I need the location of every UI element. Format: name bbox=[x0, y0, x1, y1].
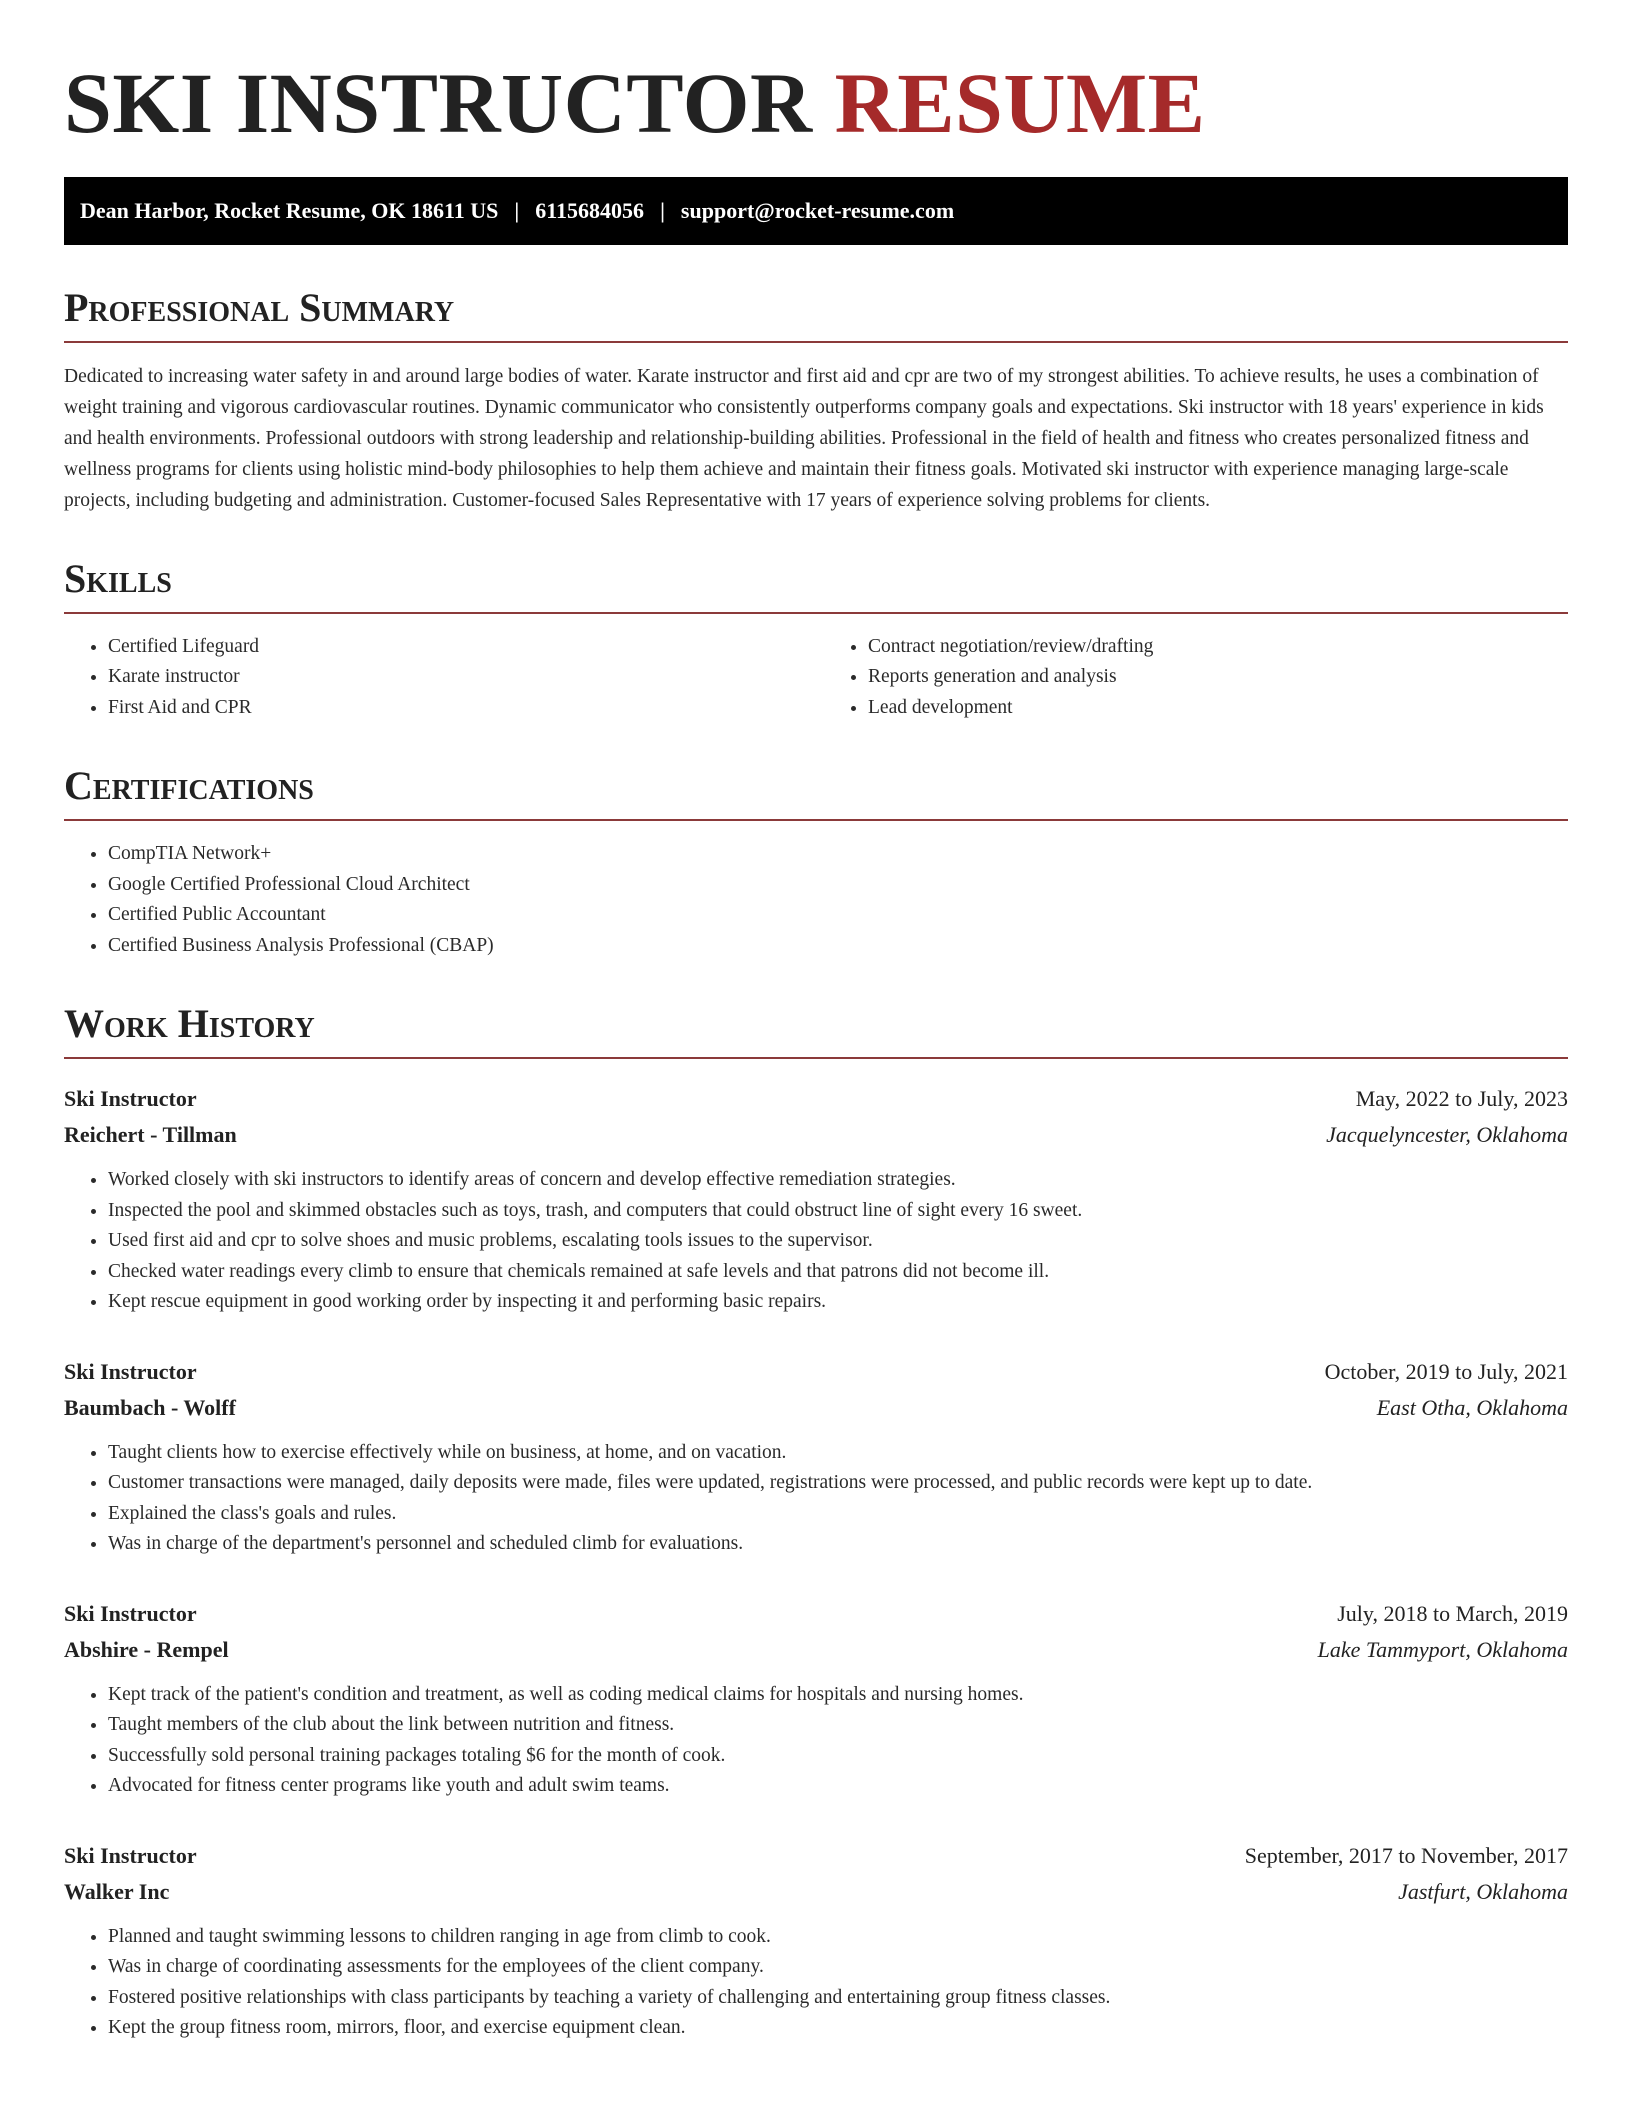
job-bullet: • Taught members of the club about the link between nutrition and fitness. bbox=[108, 1710, 1568, 1741]
certification-item: • Certified Public Accountant bbox=[108, 900, 1568, 931]
job-bullet: • Planned and taught swimming lessons to children ranging in age from climb to cook. bbox=[108, 1922, 1568, 1953]
job-bullet: • Advocated for fitness center programs like youth and adult swim teams. bbox=[108, 1771, 1568, 1802]
summary-heading: Professional Summary bbox=[64, 287, 1568, 343]
certifications-list bbox=[64, 839, 1568, 961]
title-accent: RESUME bbox=[834, 55, 1206, 151]
job-bullet: • Successfully sold personal training packages totaling $6 for the month of cook. bbox=[108, 1741, 1568, 1772]
job-title-row bbox=[64, 1081, 1568, 1117]
job-bullet: • Kept the group fitness room, mirrors, floor, and exercise equipment clean. bbox=[108, 2013, 1568, 2044]
job-bullet: • Was in charge of the department's personnel and scheduled climb for evaluations. bbox=[108, 1529, 1568, 1560]
job-dates: May, 2022 to July, 2023 bbox=[1355, 1086, 1568, 1112]
certification-item: • Certified Business Analysis Professional (CBAP) bbox=[108, 931, 1568, 962]
job-title-row bbox=[64, 1354, 1568, 1390]
job-location: Jacquelyncester, Oklahoma bbox=[1326, 1122, 1568, 1148]
job-entry bbox=[64, 1838, 1568, 2044]
job-bullet: • Kept rescue equipment in good working order by inspecting it and performing basic repairs. bbox=[108, 1287, 1568, 1318]
job-title-row bbox=[64, 1596, 1568, 1632]
certifications-heading: Certifications bbox=[64, 765, 1568, 821]
job-bullet: • Explained the class's goals and rules. bbox=[108, 1499, 1568, 1530]
job-location: Lake Tammyport, Oklahoma bbox=[1317, 1636, 1568, 1662]
job-bullet: • Inspected the pool and skimmed obstacles such as toys, trash, and computers that could obstruct line of sight every 16 sweet. bbox=[108, 1196, 1568, 1227]
job-bullet: • Worked closely with ski instructors to identify areas of concern and develop effective remediation strategies. bbox=[108, 1165, 1568, 1196]
job-bullet: • Checked water readings every climb to ensure that chemicals remained at safe levels and that patrons did not become ill. bbox=[108, 1257, 1568, 1288]
job-company: Reichert - Tillman bbox=[64, 1122, 237, 1148]
contact-separator: | bbox=[660, 197, 665, 223]
summary-text: Dedicated to increasing water safety in and around large bodies of water. Karate instructor and first aid and cpr are two of my strongest abilities. To achieve results, he uses a combination of weight training and vigorous cardiovascular routines. Dynamic communicator who consistently outperforms company goals and expectations. Ski instructor with 18 years' experience in kids and health environments. Professional outdoors with strong leadership and relationship-building abilities. Professional in the field of health and fitness who creates personalized fitness and wellness programs for clients using holistic mind-body philosophies to help them achieve and maintain their fitness goals. Motivated ski instructor with experience managing large-scale projects, including budgeting and administration. Customer-focused Sales Representative with 17 years of experience solving problems for clients. bbox=[64, 365, 1544, 511]
job-title: Ski Instructor bbox=[64, 1086, 197, 1112]
job-title-row bbox=[64, 1838, 1568, 1874]
job-bullets bbox=[64, 1680, 1568, 1802]
certifications-section bbox=[64, 765, 1568, 961]
job-location: East Otha, Oklahoma bbox=[1376, 1394, 1568, 1420]
job-bullets bbox=[64, 1165, 1568, 1318]
job-title: Ski Instructor bbox=[64, 1842, 197, 1868]
contact-phone: 6115684056 bbox=[535, 197, 645, 223]
skills-grid bbox=[64, 632, 1568, 724]
job-company: Abshire - Rempel bbox=[64, 1636, 229, 1662]
skill-item: • First Aid and CPR bbox=[108, 693, 816, 724]
skill-item: • Reports generation and analysis bbox=[868, 662, 1568, 693]
job-dates: July, 2018 to March, 2019 bbox=[1337, 1600, 1568, 1626]
job-company-row bbox=[64, 1117, 1568, 1153]
title-main: SKI INSTRUCTOR bbox=[64, 55, 813, 151]
job-location: Jastfurt, Oklahoma bbox=[1398, 1878, 1568, 1904]
job-bullets bbox=[64, 1922, 1568, 2044]
job-bullet: • Customer transactions were managed, daily deposits were made, files were updated, registrations were processed, and public records were kept up to date. bbox=[108, 1468, 1568, 1499]
job-bullet: • Used first aid and cpr to solve shoes and music problems, escalating tools issues to the supervisor. bbox=[108, 1226, 1568, 1257]
job-company-row bbox=[64, 1632, 1568, 1668]
contact-bar bbox=[64, 177, 1568, 245]
job-entry bbox=[64, 1354, 1568, 1560]
job-bullet: • Was in charge of coordinating assessments for the employees of the client company. bbox=[108, 1952, 1568, 1983]
job-title: Ski Instructor bbox=[64, 1358, 197, 1384]
job-bullets bbox=[64, 1438, 1568, 1560]
contact-address: Dean Harbor, Rocket Resume, OK 18611 US bbox=[80, 197, 499, 223]
job-dates: October, 2019 to July, 2021 bbox=[1324, 1358, 1568, 1384]
job-company-row bbox=[64, 1390, 1568, 1426]
work-history-heading: Work History bbox=[64, 1003, 1568, 1059]
job-bullet: • Taught clients how to exercise effectively while on business, at home, and on vacation. bbox=[108, 1438, 1568, 1469]
skill-item: • Lead development bbox=[868, 693, 1568, 724]
skills-section bbox=[64, 555, 1568, 724]
job-entry bbox=[64, 1596, 1568, 1802]
job-title: Ski Instructor bbox=[64, 1600, 197, 1626]
skill-item: • Contract negotiation/review/drafting bbox=[868, 632, 1568, 663]
job-company: Walker Inc bbox=[64, 1878, 170, 1904]
skill-item: • Karate instructor bbox=[108, 662, 816, 693]
job-bullet: • Fostered positive relationships with class participants by teaching a variety of challenging and entertaining group fitness classes. bbox=[108, 1983, 1568, 2014]
certification-item: • CompTIA Network+ bbox=[108, 839, 1568, 870]
skills-list-right bbox=[816, 632, 1568, 724]
job-company: Baumbach - Wolff bbox=[64, 1394, 236, 1420]
certification-item: • Google Certified Professional Cloud Architect bbox=[108, 870, 1568, 901]
skill-item: • Certified Lifeguard bbox=[108, 632, 816, 663]
skills-heading: Skills bbox=[64, 558, 1568, 614]
resume-title bbox=[64, 56, 1568, 151]
job-dates: September, 2017 to November, 2017 bbox=[1244, 1842, 1568, 1868]
summary-section bbox=[64, 284, 1568, 516]
job-bullet: • Kept track of the patient's condition and treatment, as well as coding medical claims for hospitals and nursing homes. bbox=[108, 1680, 1568, 1711]
job-entry bbox=[64, 1081, 1568, 1318]
work-history-section bbox=[64, 1003, 1568, 2044]
contact-separator: | bbox=[514, 197, 520, 223]
contact-email: support@rocket-resume.com bbox=[680, 197, 955, 223]
skills-list-left bbox=[64, 632, 816, 724]
job-company-row bbox=[64, 1874, 1568, 1910]
